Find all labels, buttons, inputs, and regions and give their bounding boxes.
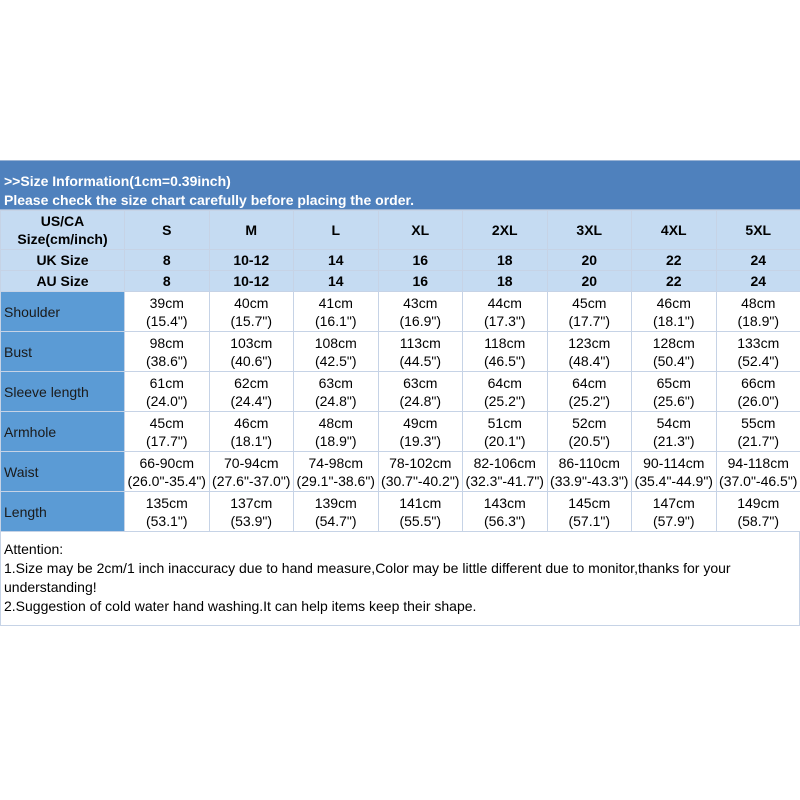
cm-value: 45cm <box>149 414 184 431</box>
size-header: 5XL <box>716 211 800 250</box>
measurement-label: Length <box>1 492 125 532</box>
uk-size-cell: 22 <box>632 250 717 271</box>
measurement-cell <box>632 492 717 532</box>
inch-value: (18.9") <box>314 432 357 449</box>
measurement-row <box>1 412 800 452</box>
us-size-label <box>1 211 125 250</box>
note-1-line-2: understanding! <box>4 579 97 595</box>
measurement-cell <box>716 492 800 532</box>
inch-value: (24.4") <box>230 392 273 409</box>
measurement-cell <box>125 412 210 452</box>
inch-value: (32.3"-41.7") <box>465 472 544 489</box>
measurement-row <box>1 332 800 372</box>
uk-size-cell: 14 <box>294 250 379 271</box>
measurement-cell <box>716 332 800 372</box>
cm-value: 64cm <box>572 374 607 391</box>
cm-value: 55cm <box>741 414 776 431</box>
inch-value: (35.4"-44.9") <box>634 472 713 489</box>
cm-value: 65cm <box>656 374 691 391</box>
cm-value: 118cm <box>484 334 526 351</box>
cm-value: 45cm <box>572 294 607 311</box>
inch-value: (58.7") <box>737 512 780 529</box>
inch-value: (26.0") <box>737 392 780 409</box>
measurement-cell <box>294 332 379 372</box>
inch-value: (54.7") <box>314 512 357 529</box>
cm-value: 39cm <box>149 294 184 311</box>
uk-size-cell: 16 <box>378 250 463 271</box>
cm-value: 137cm <box>230 494 273 511</box>
uk-size-cell: 10-12 <box>209 250 294 271</box>
measurement-cell <box>463 492 548 532</box>
cm-value: 66cm <box>741 374 776 391</box>
measurement-label: Shoulder <box>1 292 125 332</box>
attention-title: Attention: <box>4 541 64 557</box>
measurement-cell <box>463 412 548 452</box>
measurement-row <box>1 372 800 412</box>
inch-value: (18.1") <box>230 432 273 449</box>
measurement-cell <box>294 412 379 452</box>
inch-value: (46.5") <box>483 352 526 369</box>
cm-value: 52cm <box>572 414 607 431</box>
measurement-cell <box>632 452 717 492</box>
note-1-line-1: 1.Size may be 2cm/1 inch inaccuracy due to hand measure,Color may be little different due to monitor,thanks for your <box>4 560 731 576</box>
cm-value: 40cm <box>234 294 269 311</box>
inch-value: (25.6") <box>652 392 695 409</box>
measurement-cell <box>463 372 548 412</box>
inch-value: (18.1") <box>652 312 695 329</box>
inch-value: (48.4") <box>568 352 611 369</box>
cm-value: 145cm <box>568 494 611 511</box>
measurement-label: Bust <box>1 332 125 372</box>
measurement-cell <box>547 372 632 412</box>
measurement-cell <box>378 332 463 372</box>
au-size-cell: 14 <box>294 271 379 292</box>
measurement-cell <box>378 492 463 532</box>
inch-value: (20.5") <box>568 432 611 449</box>
measurement-cell <box>463 332 548 372</box>
cm-value: 147cm <box>652 494 695 511</box>
measurement-cell <box>294 452 379 492</box>
inch-value: (27.6"-37.0") <box>212 472 291 489</box>
inch-value: (20.1") <box>483 432 526 449</box>
cm-value: 78-102cm <box>389 454 452 471</box>
cm-value: 46cm <box>234 414 269 431</box>
measurement-row <box>1 452 800 492</box>
size-table-body <box>1 211 800 532</box>
cm-value: 61cm <box>149 374 184 391</box>
measurement-cell <box>632 372 717 412</box>
measurement-cell <box>209 372 294 412</box>
cm-value: 133cm <box>737 334 780 351</box>
measurement-cell <box>125 332 210 372</box>
inch-value: (33.9"-43.3") <box>550 472 629 489</box>
uk-size-cell: 8 <box>125 250 210 271</box>
inch-value: (55.5") <box>399 512 442 529</box>
inch-value: (40.6") <box>230 352 273 369</box>
measurement-cell <box>125 292 210 332</box>
inch-value: (25.2") <box>483 392 526 409</box>
measurement-cell <box>209 332 294 372</box>
measurement-label: Armhole <box>1 412 125 452</box>
inch-value: (57.1") <box>568 512 611 529</box>
cm-value: 63cm <box>318 374 353 391</box>
measurement-cell <box>547 332 632 372</box>
measurement-label: Sleeve length <box>1 372 125 412</box>
size-header: 2XL <box>463 211 548 250</box>
inch-value: (56.3") <box>483 512 526 529</box>
inch-value: (24.8") <box>399 392 442 409</box>
inch-value: (19.3") <box>399 432 442 449</box>
cm-value: 90-114cm <box>643 454 705 471</box>
banner-subtitle: Please check the size chart carefully before placing the order. <box>4 192 415 208</box>
size-unit-label: Size(cm/inch) <box>17 231 108 247</box>
cm-value: 63cm <box>403 374 438 391</box>
measurement-cell <box>632 332 717 372</box>
measurement-cell <box>716 292 800 332</box>
size-header: S <box>125 211 210 250</box>
measurement-cell <box>209 452 294 492</box>
cm-value: 48cm <box>741 294 776 311</box>
measurement-cell <box>632 412 717 452</box>
measurement-cell <box>547 492 632 532</box>
au-size-row <box>1 271 800 292</box>
cm-value: 51cm <box>487 414 522 431</box>
measurement-cell <box>463 452 548 492</box>
au-size-label: AU Size <box>1 271 125 292</box>
au-size-cell: 16 <box>378 271 463 292</box>
uk-size-cell: 24 <box>716 250 800 271</box>
cm-value: 41cm <box>318 294 353 311</box>
inch-value: (15.7") <box>230 312 273 329</box>
inch-value: (53.1") <box>145 512 188 529</box>
au-size-cell: 22 <box>632 271 717 292</box>
measurement-cell <box>294 492 379 532</box>
cm-value: 48cm <box>318 414 353 431</box>
measurement-row <box>1 292 800 332</box>
au-size-cell: 10-12 <box>209 271 294 292</box>
inch-value: (50.4") <box>652 352 695 369</box>
measurement-cell <box>716 372 800 412</box>
measurement-cell <box>716 452 800 492</box>
inch-value: (44.5") <box>399 352 442 369</box>
note-2: 2.Suggestion of cold water hand washing.It can help items keep their shape. <box>4 598 477 614</box>
inch-value: (29.1"-38.6") <box>296 472 375 489</box>
cm-value: 74-98cm <box>308 454 363 471</box>
size-header: XL <box>378 211 463 250</box>
size-header: 3XL <box>547 211 632 250</box>
au-size-cell: 8 <box>125 271 210 292</box>
inch-value: (17.7") <box>145 432 188 449</box>
inch-value: (52.4") <box>737 352 780 369</box>
inch-value: (17.3") <box>483 312 526 329</box>
measurement-cell <box>547 412 632 452</box>
cm-value: 149cm <box>737 494 780 511</box>
cm-value: 113cm <box>399 334 441 351</box>
uk-size-row <box>1 250 800 271</box>
cm-value: 43cm <box>403 294 438 311</box>
measurement-cell <box>463 292 548 332</box>
measurement-cell <box>209 292 294 332</box>
inch-value: (25.2") <box>568 392 611 409</box>
inch-value: (42.5") <box>314 352 357 369</box>
inch-value: (18.9") <box>737 312 780 329</box>
banner-title: >>Size Information(1cm=0.39inch) <box>4 173 231 189</box>
inch-value: (26.0"-35.4") <box>127 472 206 489</box>
cm-value: 62cm <box>234 374 269 391</box>
inch-value: (57.9") <box>652 512 695 529</box>
us-ca-label: US/CA <box>40 213 85 229</box>
inch-value: (38.6") <box>145 352 188 369</box>
inch-value: (17.7") <box>568 312 611 329</box>
attention-notes <box>0 532 800 626</box>
au-size-cell: 20 <box>547 271 632 292</box>
cm-value: 94-118cm <box>727 454 789 471</box>
measurement-cell <box>209 412 294 452</box>
au-size-cell: 18 <box>463 271 548 292</box>
inch-value: (15.4") <box>145 312 188 329</box>
cm-value: 141cm <box>399 494 442 511</box>
size-header: M <box>209 211 294 250</box>
measurement-cell <box>378 292 463 332</box>
measurement-cell <box>209 492 294 532</box>
cm-value: 139cm <box>314 494 357 511</box>
cm-value: 108cm <box>314 334 357 351</box>
cm-value: 54cm <box>656 414 691 431</box>
cm-value: 86-110cm <box>558 454 620 471</box>
size-header: L <box>294 211 379 250</box>
inch-value: (16.9") <box>399 312 442 329</box>
size-table <box>0 210 800 532</box>
size-info-banner <box>0 160 800 210</box>
measurement-cell <box>547 452 632 492</box>
cm-value: 66-90cm <box>139 454 194 471</box>
measurement-cell <box>716 412 800 452</box>
measurement-cell <box>125 452 210 492</box>
inch-value: (37.0"-46.5") <box>719 472 798 489</box>
measurement-cell <box>294 292 379 332</box>
cm-value: 143cm <box>483 494 526 511</box>
measurement-label: Waist <box>1 452 125 492</box>
inch-value: (24.8") <box>314 392 357 409</box>
cm-value: 70-94cm <box>224 454 279 471</box>
cm-value: 44cm <box>487 294 522 311</box>
size-chart <box>0 160 800 626</box>
measurement-cell <box>632 292 717 332</box>
measurement-cell <box>378 452 463 492</box>
cm-value: 135cm <box>145 494 188 511</box>
measurement-cell <box>547 292 632 332</box>
measurement-cell <box>125 492 210 532</box>
us-size-row <box>1 211 800 250</box>
uk-size-cell: 18 <box>463 250 548 271</box>
inch-value: (21.7") <box>737 432 780 449</box>
uk-size-cell: 20 <box>547 250 632 271</box>
measurement-cell <box>125 372 210 412</box>
inch-value: (16.1") <box>314 312 357 329</box>
cm-value: 123cm <box>568 334 611 351</box>
cm-value: 128cm <box>652 334 695 351</box>
cm-value: 49cm <box>403 414 438 431</box>
cm-value: 64cm <box>487 374 522 391</box>
measurement-cell <box>378 372 463 412</box>
inch-value: (53.9") <box>230 512 273 529</box>
measurement-cell <box>294 372 379 412</box>
cm-value: 46cm <box>656 294 691 311</box>
uk-size-label: UK Size <box>1 250 125 271</box>
inch-value: (30.7"-40.2") <box>381 472 460 489</box>
cm-value: 98cm <box>149 334 184 351</box>
au-size-cell: 24 <box>716 271 800 292</box>
measurement-row <box>1 492 800 532</box>
inch-value: (21.3") <box>652 432 695 449</box>
size-header: 4XL <box>632 211 717 250</box>
cm-value: 103cm <box>230 334 273 351</box>
inch-value: (24.0") <box>145 392 188 409</box>
measurement-cell <box>378 412 463 452</box>
cm-value: 82-106cm <box>473 454 536 471</box>
